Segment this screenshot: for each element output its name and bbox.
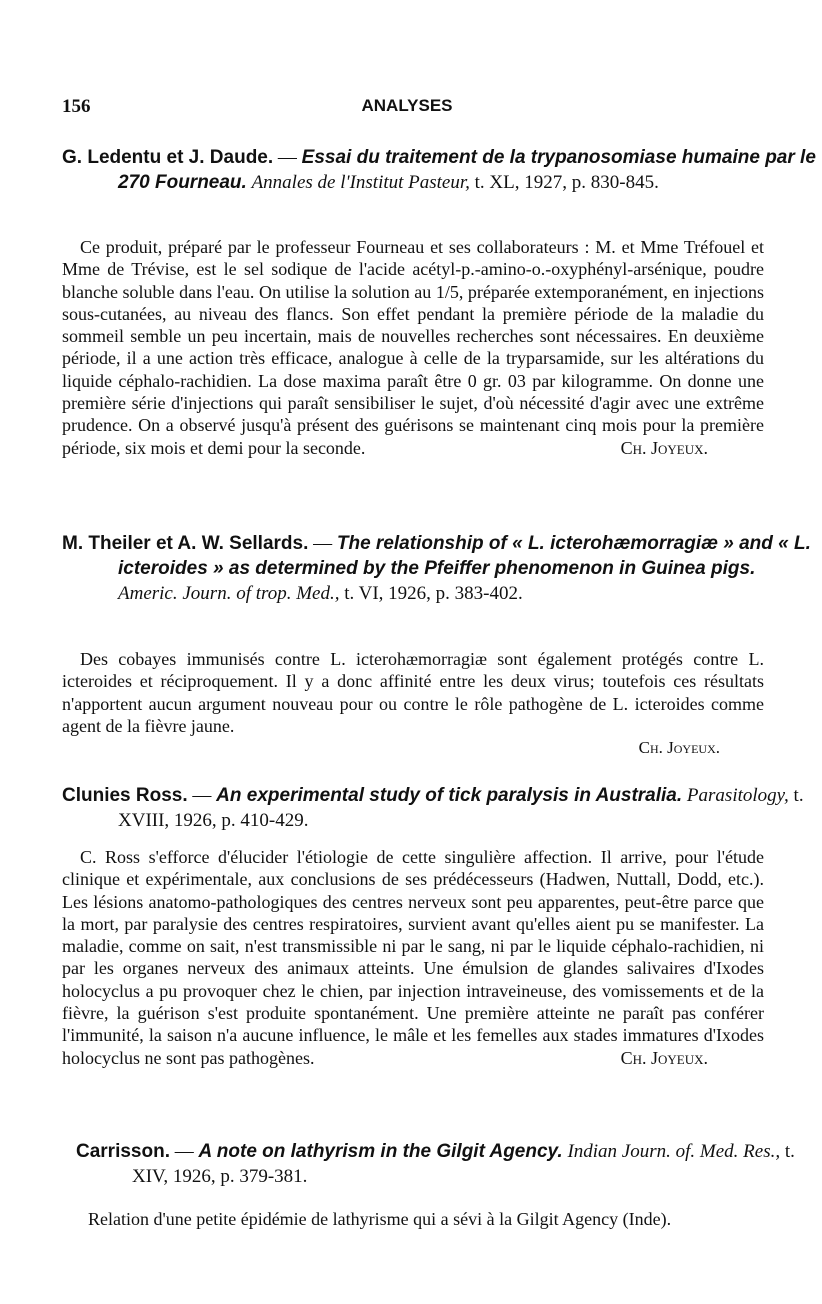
entry-heading: Carrisson. — A note on lathyrism in the Gilgit Agency. Indian Journ. of. Med. Res., t. XIV, 1926, p. 379-381.: [76, 1141, 795, 1187]
abstract-text: C. Ross s'efforce d'élucider l'étiologie de cette singulière affection. Il arrive, pour l'étude clinique et expérimentale, aux conclusions de ses prédécesseurs (Hadwen, Nuttall, Dodd, etc.). Les lésions anatomo-pathologiques des centres nerveux sont peu apparentes, peut-être parce que la mort, par paralysie des centres respiratoires, survient avant qu'elles aient pu se manifester. La maladie, comme on sait, n'est transmissible ni par le sang, ni par le liquide céphalo-rachidien, ni par les organes nerveux des animaux atteints. Une émulsion de glandes salivaires d'Ixodes holocyclus a pu provoquer chez le chien, par injection intraveineuse, des vomissements et de la fièvre, la guérison s'est produite spontanément. Une première atteinte ne paraît pas conférer l'immunité, la saison n'a aucune influence, le mâle et les femelles aux stades immatures d'Ixodes holocyclus ne sont pas pathogènes.: [62, 847, 764, 1068]
reviewer-signature: Ch. Joyeux.: [620, 437, 708, 458]
entry-title: Essai du traitement de la trypanosomiase humaine par le 270 Fourneau.: [118, 147, 816, 193]
reviewer-signature: Ch. Joyeux.: [620, 1047, 708, 1068]
entry-heading: Clunies Ross. — An experimental study of tick paralysis in Australia. Parasitology, t. XVIII, 1926, p. 410-429.: [62, 785, 804, 831]
entry-journal: Annales de l'Institut Pasteur,: [251, 172, 470, 193]
entry-reference: t. VI, 1926, p. 383-402.: [344, 583, 523, 604]
entry-journal: Indian Journ. of. Med. Res.,: [567, 1141, 781, 1162]
entry-abstract: [62, 648, 764, 737]
entry-authors: M. Theiler et A. W. Sellards.: [62, 533, 309, 554]
entry-abstract: Relation d'une petite épidémie de lathyrisme qui a sévi à la Gilgit Agency (Inde).: [88, 1209, 672, 1229]
entry-abstract: [62, 846, 764, 1069]
entry-heading: M. Theiler et A. W. Sellards. — The relationship of « L. icterohæmorragiæ » and « L. icteroides » as determined by the Pfeiffer phenomenon in Guinea pigs. Americ. Journ. of trop. Med., t. VI, 1926, p. 383-402.: [62, 533, 811, 604]
entry-title: An experimental study of tick paralysis in Australia.: [216, 785, 683, 806]
entry-authors: G. Ledentu et J. Daude.: [62, 147, 274, 168]
entry-journal: Americ. Journ. of trop. Med.,: [118, 583, 340, 604]
section-title: ANALYSES: [361, 96, 453, 115]
entry-title: The relationship of « L. icterohæmorragiæ » and « L. icteroides » as determined by the Pfeiffer phenomenon in Guinea pigs.: [118, 533, 811, 579]
running-header: [62, 96, 752, 120]
entry-reference: t. XL, 1927, p. 830-845.: [474, 172, 659, 193]
entry-reference: t. XIV, 1926, p. 379-381.: [132, 1141, 795, 1187]
entry-heading: G. Ledentu et J. Daude. — Essai du traitement de la trypanosomiase humaine par le 270 Fourneau. Annales de l'Institut Pasteur, t. XL, 1927, p. 830-845.: [62, 147, 816, 193]
entry-authors: Carrisson.: [76, 1141, 170, 1162]
entry-reference: t. XVIII, 1926, p. 410-429.: [118, 785, 804, 831]
entry-authors: Clunies Ross.: [62, 785, 188, 806]
entry-title: A note on lathyrism in the Gilgit Agency.: [198, 1141, 563, 1162]
page-number: 156: [62, 96, 91, 117]
entry-abstract: [62, 236, 764, 459]
reviewer-signature: Ch. Joyeux.: [638, 738, 720, 757]
abstract-text: Des cobayes immunisés contre L. icterohæmorragiæ sont également protégés contre L. icteroides et réciproquement. Il y a donc affinité entre les deux virus; toutefois ces résultats n'apportent aucun argument nouveau pour ou contre le rôle pathogène de L. icteroides comme agent de la fièvre jaune.: [62, 649, 764, 736]
entry-journal: Parasitology,: [686, 785, 789, 806]
abstract-text: Ce produit, préparé par le professeur Fourneau et ses collaborateurs : M. et Mme Tréfouel et Mme de Trévise, est le sel sodique de l'acide acétyl-p.-amino-o.-oxyphényl-arsénique, poudre blanche soluble dans l'eau. On utilise la solution au 1/5, préparée extemporanément, en injections sous-cutanées, au niveau des flancs. Son effet pendant la première période de la maladie du sommeil semble un peu incertain, mais de nouvelles recherches sont nécessaires. En deuxième période, il a une action très efficace, analogue à celle de la tryparsamide, sur les altérations du liquide céphalo-rachidien. La dose maxima paraît être 0 gr. 03 par kilogramme. On donne une première série d'injections qui paraît sensibiliser le sujet, d'où nécessité d'agir avec une extrême prudence. On a observé jusqu'à présent des guérisons se maintenant cinq mois pour la première période, six mois et demi pour la seconde.: [62, 237, 764, 458]
